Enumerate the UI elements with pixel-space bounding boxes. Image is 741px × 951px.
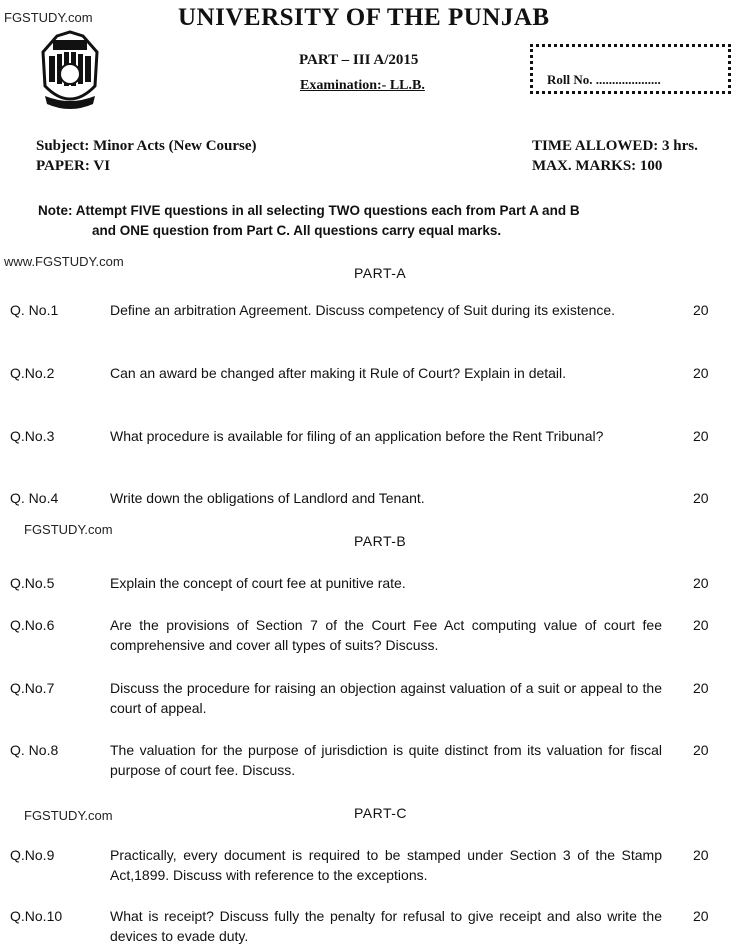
question-marks: 20	[693, 302, 709, 318]
question-text: What procedure is available for filing of an application before the Rent Tribunal?	[110, 428, 604, 444]
watermark-part-c: FGSTUDY.com	[24, 808, 113, 823]
examination-label: Examination:- LL.B.	[300, 78, 425, 93]
question-number: Q. No.1	[10, 302, 59, 318]
instructions-note	[38, 201, 678, 241]
paper-line: PAPER: VI	[36, 158, 111, 174]
question-number: Q.No.6	[10, 617, 55, 633]
question-marks: 20	[693, 847, 709, 863]
question-text: What is receipt? Discuss fully the penalty for refusal to give receipt and also write the devices to evade duty.	[110, 908, 662, 944]
part-label: PART – III A/2015	[299, 52, 419, 68]
part-b-heading: PART-B	[354, 533, 407, 549]
question-marks: 20	[693, 575, 709, 591]
question-number: Q.No.3	[10, 428, 55, 444]
question-marks: 20	[693, 680, 709, 696]
question-number: Q. No.8	[10, 742, 59, 758]
question-text: Explain the concept of court fee at punitive rate.	[110, 575, 406, 591]
university-title: UNIVERSITY OF THE PUNJAB	[178, 4, 550, 31]
watermark-mid: www.FGSTUDY.com	[4, 254, 124, 269]
question-marks: 20	[693, 365, 709, 381]
question-number: Q.No.9	[10, 847, 55, 863]
university-logo	[35, 30, 105, 112]
question-marks: 20	[693, 742, 709, 758]
part-a-heading: PART-A	[354, 265, 407, 281]
question-marks: 20	[693, 908, 709, 924]
question-text: Practically, every document is required to be stamped under Section 3 of the Stamp Act,1899. Discuss with reference to the exceptions.	[110, 847, 662, 883]
watermark-part-b: FGSTUDY.com	[24, 522, 113, 537]
question-number: Q. No.4	[10, 490, 59, 506]
question-text: Discuss the procedure for raising an objection against valuation of a suit or appeal to the court of appeal.	[110, 680, 662, 716]
part-c-heading: PART-C	[354, 805, 408, 821]
time-allowed: TIME ALLOWED: 3 hrs.	[532, 138, 698, 154]
question-marks: 20	[693, 428, 709, 444]
question-marks: 20	[693, 617, 709, 633]
note-line-1: Note: Attempt FIVE questions in all selecting TWO questions each from Part A and B	[38, 203, 580, 218]
question-number: Q.No.7	[10, 680, 55, 696]
question-text: The valuation for the purpose of jurisdiction is quite distinct from its valuation for fiscal purpose of court fee. Discuss.	[110, 742, 662, 778]
question-text: Define an arbitration Agreement. Discuss competency of Suit during its existence.	[110, 302, 616, 318]
roll-number-box	[530, 44, 731, 94]
subject-line: Subject: Minor Acts (New Course)	[36, 138, 257, 154]
question-number: Q.No.2	[10, 365, 55, 381]
watermark-top: FGSTUDY.com	[4, 10, 93, 25]
question-text: Are the provisions of Section 7 of the Court Fee Act computing value of court fee comprehensive and cover all types of suits? Discuss.	[110, 617, 662, 653]
roll-number-label: Roll No. ....................	[547, 72, 661, 87]
question-marks: 20	[693, 490, 709, 506]
question-number: Q.No.5	[10, 575, 55, 591]
question-text: Can an award be changed after making it Rule of Court? Explain in detail.	[110, 365, 567, 381]
max-marks: MAX. MARKS: 100	[532, 158, 663, 174]
question-number: Q.No.10	[10, 908, 63, 924]
question-text: Write down the obligations of Landlord and Tenant.	[110, 490, 425, 506]
note-line-2: and ONE question from Part C. All questions carry equal marks.	[92, 223, 502, 238]
